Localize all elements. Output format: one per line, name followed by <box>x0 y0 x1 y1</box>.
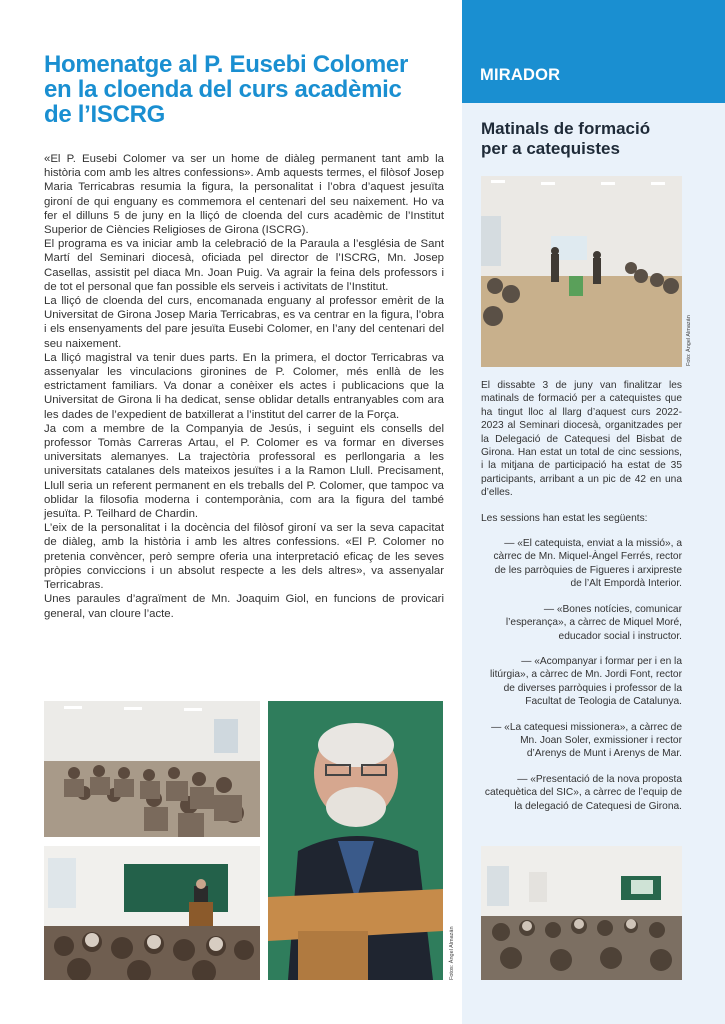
session-item: — «La catequesi missionera», a càrrec de Mn. Joan Soler, exmissioner i rector d’Arenys de Munt i Arenys de Mar. <box>491 721 682 760</box>
article-title-line: de l’ISCRG <box>44 101 166 128</box>
sidebar-header-band <box>462 0 725 103</box>
session-item: — «Acompanyar i formar per i en la litúrgia», a càrrec de Mn. Jordi Font, rector de diverses parròquies i professor de la Facultat de Teologia de Catalunya. <box>490 655 682 708</box>
article-paragraph: La lliçó de cloenda del curs, encomanada enguany al professor emèrit de la Universitat de Girona Josep Maria Terricabras, es va centrar en la figura, l’obra i els ensenyaments del pare jesuïta Eusebi Colomer, en l’any del centenari del seu naixement. <box>44 295 444 350</box>
article-title <box>44 52 444 127</box>
photo-lecture-hall <box>44 846 260 980</box>
session-item: — «Presentació de la nova proposta catequètica del SIC», a càrrec de l’equip de la delegació de Catequesi de Girona. <box>484 773 682 812</box>
photo-speaker-portrait-drawing <box>268 701 443 980</box>
photo-audience-classroom-drawing <box>44 701 260 837</box>
sidebar-title-line: per a catequistes <box>481 139 620 158</box>
article-title-line: Homenatge al P. Eusebi Colomer <box>44 51 408 78</box>
article-paragraph: Ja com a membre de la Companyia de Jesús, i seguint els consells del professor Tomàs Carreras Artau, el P. Colomer es va formar en diverses universitats alemanyes. La trajectòria professoral es perllongaria a les universitats catalanes dels mateixos jesuïtes i a la Ramon Llull. Precisament, Llull seria un referent permanent en els treballs del P. Colomer, que tampoc va oblidar la filosofia moderna i contemporània, com ara la figura del també jesuïta. P. Teilhard de Chardin. <box>44 422 444 521</box>
session-item: — «El catequista, enviat a la missió», a càrrec de Mn. Miquel-Àngel Ferrés, rector de les parròquies de Figueres i arxipreste de l’Alt Empordà Interior. <box>493 538 682 590</box>
article-body <box>44 152 444 621</box>
photo-catechists-audience <box>481 846 682 980</box>
photo-catechists-session-drawing <box>481 176 682 367</box>
article-paragraph: L’eix de la personalitat i la docència del filòsof gironí va ser la seva capacitat de diàleg, amb la història i amb les altres confessions. «El P. Colomer no pretenia convèncer, però sempre oferia una interpretació eficaç de les seves pròpies conviccions i un absolut respecte a les dels altres», va assenyalar Terricabras. <box>44 522 444 592</box>
session-item: — «Bones notícies, comunicar l’esperança», a càrrec de Miquel Moré, educador social i instructor. <box>505 603 682 642</box>
sidebar-body <box>481 379 682 825</box>
article-paragraph: «El P. Eusebi Colomer va ser un home de diàleg permanent tant amb la història com amb les altres confessions». Amb aquests termes, el filòsof Josep Maria Terricabras resumia la figura, la personalitat i l’obra d’aquest jesuïta gironí de qui enguany es commemora el centenari del seu naixement. Ho va fer el dilluns 5 de juny en la lliçó de cloenda del curs acadèmic de l’Institut Superior de Ciències Religioses de Girona (ISCRG). <box>44 153 444 237</box>
sidebar-intro: El dissabte 3 de juny van finalitzar les matinals de formació per a catequistes que ha tingut lloc al llarg d’aquest curs 2022-2023 al Seminari diocesà, organitzades per la Delegació de Catequesi del Bisbat de Girona. Han estat un total de cinc sessions, i la mitjana de participació ha estat de 35 participants, arribant a un pic de 42 en una d’elles. <box>481 380 682 499</box>
sessions-heading: Les sessions han estat les següents: <box>481 512 648 524</box>
sidebar-title-line: Matinals de formació <box>481 119 651 138</box>
photo-catechists-audience-drawing <box>481 846 682 980</box>
article-header <box>44 52 444 127</box>
article-paragraph: Unes paraules d’agraïment de Mn. Joaquim Giol, en funcions de provicari general, van cloure l’acte. <box>44 593 444 620</box>
sidebar-photo-credit: Foto: Àngel Almazán <box>686 315 692 366</box>
photo-speaker-portrait <box>268 701 443 980</box>
photo-audience-classroom <box>44 701 260 837</box>
photo-catechists-session <box>481 176 682 367</box>
sidebar-title <box>481 119 701 159</box>
article-title-line: en la cloenda del curs acadèmic <box>44 76 402 103</box>
article-paragraph: La lliçó magistral va tenir dues parts. En la primera, el doctor Terricabras va assenyalar les vinculacions gironines de P. Colomer, més enllà de les estrictament familiars. Va donar a conèixer els actes i publicacions que la Universitat de Girona li ha dedicat, sense oblidar detalls entranyables com ara les dades de l’expedient de batxillerat a l’institut del carrer de la Força. <box>44 351 444 421</box>
section-label: MIRADOR <box>480 66 561 84</box>
article-paragraph: El programa es va iniciar amb la celebració de la Paraula a l’església de Sant Martí del Seminari diocesà, oficiada pel director de l’ISCRG, Mn. Josep Casellas, assistit pel diaca Mn. Joan Puig. Va agrair la feina dels professors i de tot el personal que fan possible els serveis i activitats de l’Institut. <box>44 238 444 293</box>
photo-lecture-hall-drawing <box>44 846 260 980</box>
photo-credit: Fotos: Àngel Almazán <box>449 926 455 980</box>
